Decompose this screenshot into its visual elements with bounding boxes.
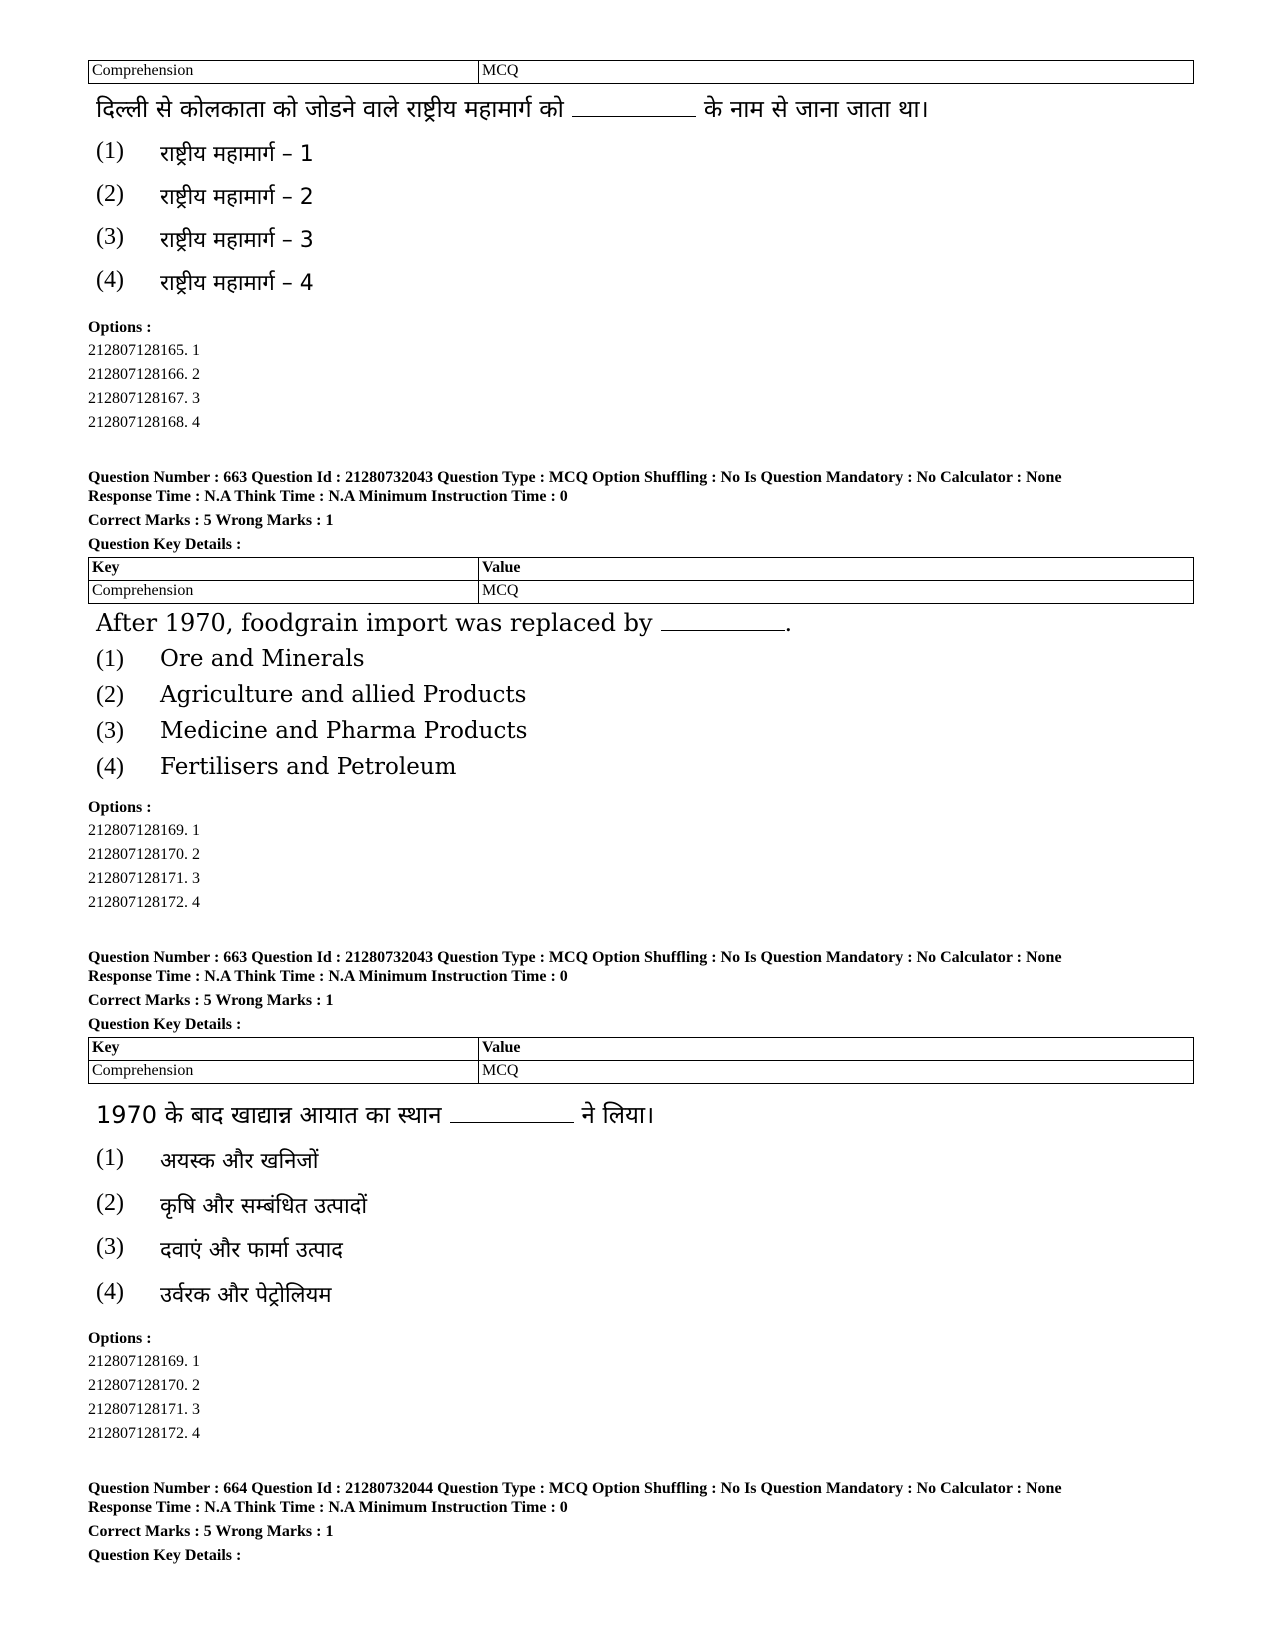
question-text-before: 1970 के बाद खाद्यान्न आयात का स्थान [96, 1101, 442, 1129]
table-header-key: Key [89, 1038, 479, 1061]
options-heading: Options : [88, 1330, 152, 1347]
answer-blank [661, 612, 785, 631]
table-cell-key: Comprehension [89, 61, 479, 84]
table-cell-value: MCQ [479, 581, 1194, 604]
options-heading: Options : [88, 799, 152, 816]
question-marks: Correct Marks : 5 Wrong Marks : 1 [88, 512, 334, 529]
question-text [96, 1098, 654, 1131]
choice-number: (4) [96, 1279, 124, 1305]
option-id: 212807128165. 1 [88, 342, 200, 359]
option-id: 212807128171. 3 [88, 870, 200, 887]
question-marks: Correct Marks : 5 Wrong Marks : 1 [88, 992, 334, 1009]
question-meta: Question Number : 664 Question Id : 21280732044 Question Type : MCQ Option Shuffling : No Is Question Mandatory : No Calculator : None [88, 1480, 1062, 1497]
key-value-table [88, 557, 1194, 604]
choice-number: (3) [96, 224, 124, 250]
option-id: 212807128168. 4 [88, 414, 200, 431]
table-header-key: Key [89, 558, 479, 581]
question-key-details-heading: Question Key Details : [88, 1016, 242, 1033]
choice-number: (2) [96, 181, 124, 207]
option-id: 212807128167. 3 [88, 390, 200, 407]
question-marks: Correct Marks : 5 Wrong Marks : 1 [88, 1523, 334, 1540]
choice-number: (3) [96, 718, 124, 744]
question-timing: Response Time : N.A Think Time : N.A Minimum Instruction Time : 0 [88, 1499, 568, 1516]
choice-number: (1) [96, 1145, 124, 1171]
choice-label: राष्ट्रीय महामार्ग – 3 [160, 228, 314, 253]
question-text [96, 92, 929, 125]
option-id: 212807128170. 2 [88, 846, 200, 863]
choice-number: (4) [96, 754, 124, 780]
choice-label: Fertilisers and Petroleum [160, 754, 457, 780]
option-id: 212807128166. 2 [88, 366, 200, 383]
choice-label: राष्ट्रीय महामार्ग – 2 [160, 185, 314, 210]
question-key-details-heading: Question Key Details : [88, 1547, 242, 1564]
choice-label: उर्वरक और पेट्रोलियम [160, 1283, 332, 1308]
table-header-value: Value [479, 1038, 1194, 1061]
option-id: 212807128170. 2 [88, 1377, 200, 1394]
option-id: 212807128172. 4 [88, 1425, 200, 1442]
table-cell-value: MCQ [479, 1061, 1194, 1084]
table-header-row [89, 1038, 1194, 1061]
table-row [89, 61, 1194, 84]
question-text-after: ने लिया। [581, 1101, 655, 1129]
question-timing: Response Time : N.A Think Time : N.A Minimum Instruction Time : 0 [88, 488, 568, 505]
choice-number: (1) [96, 646, 124, 672]
table-cell-key: Comprehension [89, 581, 479, 604]
choice-number: (4) [96, 267, 124, 293]
choice-label: अयस्क और खनिजों [160, 1149, 319, 1174]
choice-label: कृषि और सम्बंधित उत्पादों [160, 1194, 368, 1219]
table-header-row [89, 558, 1194, 581]
table-cell-key: Comprehension [89, 1061, 479, 1084]
question-text-after: . [784, 609, 793, 637]
choice-number: (2) [96, 682, 124, 708]
choice-label: Ore and Minerals [160, 646, 365, 672]
table-header-value: Value [479, 558, 1194, 581]
choice-number: (1) [96, 138, 124, 164]
choice-label: Medicine and Pharma Products [160, 718, 528, 744]
question-meta: Question Number : 663 Question Id : 21280732043 Question Type : MCQ Option Shuffling : No Is Question Mandatory : No Calculator : None [88, 949, 1062, 966]
answer-blank [450, 1104, 574, 1123]
choice-label: राष्ट्रीय महामार्ग – 4 [160, 271, 314, 296]
option-id: 212807128172. 4 [88, 894, 200, 911]
choice-label: Agriculture and allied Products [160, 682, 527, 708]
question-timing: Response Time : N.A Think Time : N.A Minimum Instruction Time : 0 [88, 968, 568, 985]
choice-label: राष्ट्रीय महामार्ग – 1 [160, 142, 314, 167]
option-id: 212807128169. 1 [88, 1353, 200, 1370]
choice-number: (3) [96, 1234, 124, 1260]
table-cell-value: MCQ [479, 61, 1194, 84]
option-id: 212807128169. 1 [88, 822, 200, 839]
table-row [89, 1061, 1194, 1084]
answer-blank [572, 98, 696, 117]
choice-number: (2) [96, 1190, 124, 1216]
question-text [96, 609, 792, 637]
question-key-details-heading: Question Key Details : [88, 536, 242, 553]
key-value-table [88, 60, 1194, 84]
choice-label: दवाएं और फार्मा उत्पाद [160, 1238, 343, 1263]
question-text-before: After 1970, foodgrain import was replaced by [96, 609, 653, 637]
question-text-after: के नाम से जाना जाता था। [703, 95, 929, 123]
question-text-before: दिल्ली से कोलकाता को जोडने वाले राष्ट्रीय महामार्ग को [96, 95, 564, 123]
option-id: 212807128171. 3 [88, 1401, 200, 1418]
question-meta: Question Number : 663 Question Id : 21280732043 Question Type : MCQ Option Shuffling : No Is Question Mandatory : No Calculator : None [88, 469, 1062, 486]
key-value-table [88, 1037, 1194, 1084]
table-row [89, 581, 1194, 604]
options-heading: Options : [88, 319, 152, 336]
